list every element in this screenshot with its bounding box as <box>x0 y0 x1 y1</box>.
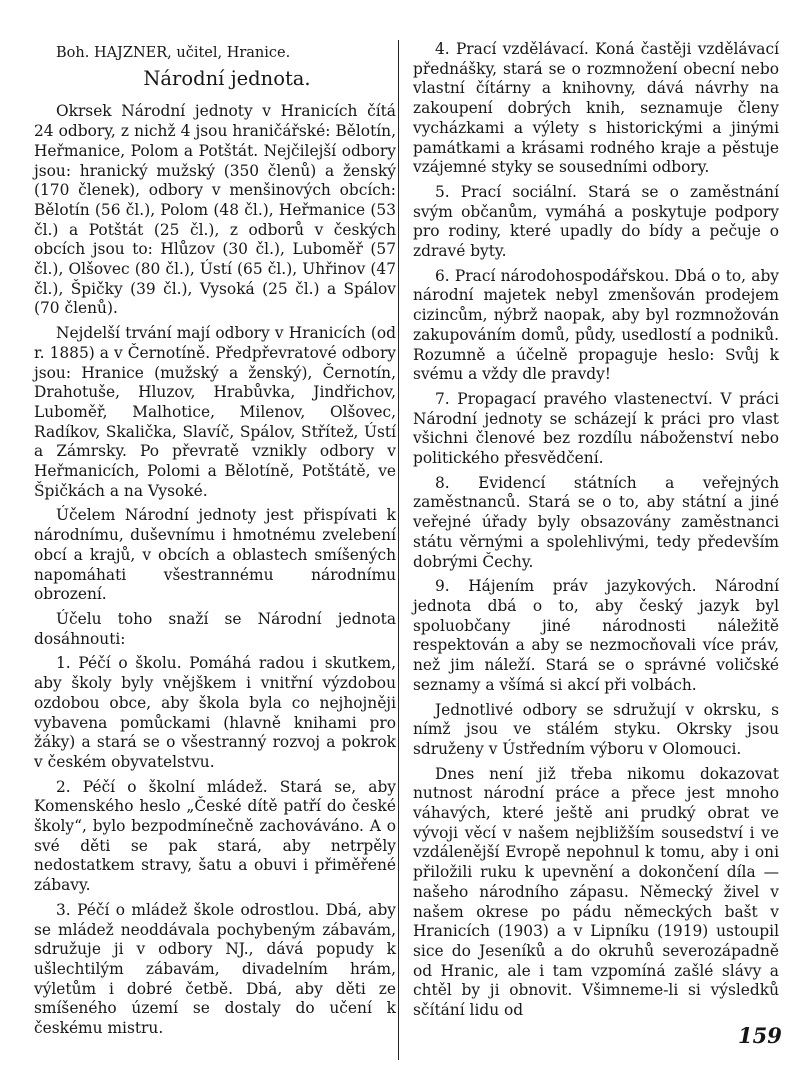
paragraph: 2. Péčí o školní mládež. Stará se, aby Komenského heslo „České dítě patří do české školy“, bylo bezpodmínečně zachováváno. A o své děti se pak stará, aby netrpěly nedostatkem stravy, šatu a obuvi i přiměřené zábavy. <box>34 777 396 895</box>
paragraph: Účelem Národní jednoty jest přispívati k národnímu, duševnímu i hmotnému zvelebení obcí a krajů, v obcích a oblastech smíšených napomáhati všestrannému národnímu obrození. <box>34 506 396 604</box>
paragraph: Dnes není již třeba nikomu dokazovat nutnost národní práce a přece jest mnoho váhavých, které ještě ani prudký obrat ve vývoji věcí v našem nejbližším sousedství i ve vzdálenější Evropě nepohnul k tomu, aby i oni přiložili ruku k upevnění a dokončení díla — našeho národního zápasu. Německý živel v našem okrese po pádu německých bašt v Hranicích (1903) a v Lipníku (1919) ustoupil sice do Jeseníků a do okruhů severozápadně od Hranic, ale i tam vzpomíná zašlé slávy a chtěl by ji obnovit. Všimneme-li si výsledků sčítání lidu od <box>413 764 779 1020</box>
right-column <box>413 40 779 1026</box>
paragraph: Jednotlivé odbory se sdružují v okrsku, s nímž jsou ve stálém styku. Okrsky jsou sdruženy v Ústředním výboru v Olomouci. <box>413 700 779 758</box>
paragraph: 8. Evidencí státních a veřejných zaměstnanců. Stará se o to, aby státní a jiné veřejné úřady byly obsazovány zaměstnanci státu věrnými a spolehlivými, tedy především dobrými Čechy. <box>413 473 779 571</box>
paragraph: 3. Péčí o mládež škole odrostlou. Dbá, aby se mládež neoddávala pochybeným zábavám, sdružuje ji v odbory NJ., dává popudy k ušlechtilým zábavám, divadelním hrám, výletům i dobré četbě. Dbá, aby děti ze smíšeného území se dostaly do učení k českému mistru. <box>34 900 396 1038</box>
column-divider <box>398 40 399 1060</box>
paragraph: Okrsek Národní jednoty v Hranicích čítá 24 odbory, z nichž 4 jsou hraničářské: Bělotín, Heřmanice, Polom a Potštát. Nejčilejší odbory jsou: hranický mužský (350 členů) a ženský (170 členek), odbory v menšinových obcích: Bělotín (56 čl.), Polom (48 čl.), Heřmanice (53 čl.) a Potštát (25 čl.), z odborů v českých obcích jsou to: Hlůzov (30 čl.), Luboměř (57 čl.), Olšovec (80 čl.), Ústí (65 čl.), Uhřinov (47 čl.), Špičky (39 čl.), Vysoká (25 čl.) a Spálov (70 členů). <box>34 102 396 318</box>
paragraph: 1. Péčí o školu. Pomáhá radou i skutkem, aby školy byly vnějškem i vnitřní výzdobou ozdobou obce, aby škola byla co nejhojněji vybavena pomůckami (hlavně knihami pro žáky) a stará se o všestranný rozvoj a pokrok v českém obyvatelstvu. <box>34 654 396 771</box>
paragraph: 5. Prací sociální. Stará se o zaměstnání svým občanům, vymáhá a poskytuje podpory pro rodiny, které upadly do bídy a pečuje o zdravé byty. <box>413 182 779 261</box>
paragraph: 6. Prací národohospodářskou. Dbá o to, aby národní majetek nebyl zmenšován prodejem cizincům, nýbrž naopak, aby byl rozmnožován zakupováním domů, půdy, usedlostí a podniků. Rozumně a účelně propaguje heslo: Svůj k svému a vždy dle pravdy! <box>413 266 779 384</box>
paragraph: Účelu toho snaží se Národní jednota dosáhnouti: <box>34 609 396 648</box>
paragraph: Nejdelší trvání mají odbory v Hranicích (od r. 1885) a v Černotíně. Předpřevratové odbory jsou: Hranice (mužský a ženský), Černotín, Drahotuše, Hluzov, Hrabůvka, Jindřichov, Luboměř, Malhotice, Milenov, Olšovec, Radíkov, Skalička, Slavíč, Spálov, Střítež, Ústí a Zámrsky. Po převratě vznikly odbory v Heřmanicích, Polomi a Bělotíně, Potštátě, ve Špičkách a na Vysoké. <box>34 324 396 500</box>
paragraph: 4. Prací vzdělávací. Koná častěji vzdělávací přednášky, stará se o rozmnožení obecní nebo vlastní čítárny a knihovny, dává návrhy na zakoupení dobrých knih, seznamuje členy vycházkami a výlety s historickými a jinými památkami a krásami rodného kraje a pěstuje vzájemné styky se sousedními odbory. <box>413 40 779 177</box>
paragraph: 7. Propagací pravého vlastenectví. V práci Národní jednoty se scházejí k práci pro vlast všichni členové bez rozdílu náboženství nebo politického přesvědčení. <box>413 389 779 468</box>
article-title: Národní jednota. <box>143 66 311 90</box>
paragraph: 9. Hájením práv jazykových. Národní jednota dbá o to, aby český jazyk byl spoluobčany jiné národnosti náležitě respektován a aby se nezmocňovali více práv, než jim náleží. Stará se o správné voličské seznamy a všímá si akcí při volbách. <box>413 577 779 694</box>
left-column <box>34 44 396 1044</box>
page-number: 159 <box>738 1023 782 1048</box>
author-byline: Boh. HAJZNER, učitel, Hranice. <box>56 45 291 61</box>
